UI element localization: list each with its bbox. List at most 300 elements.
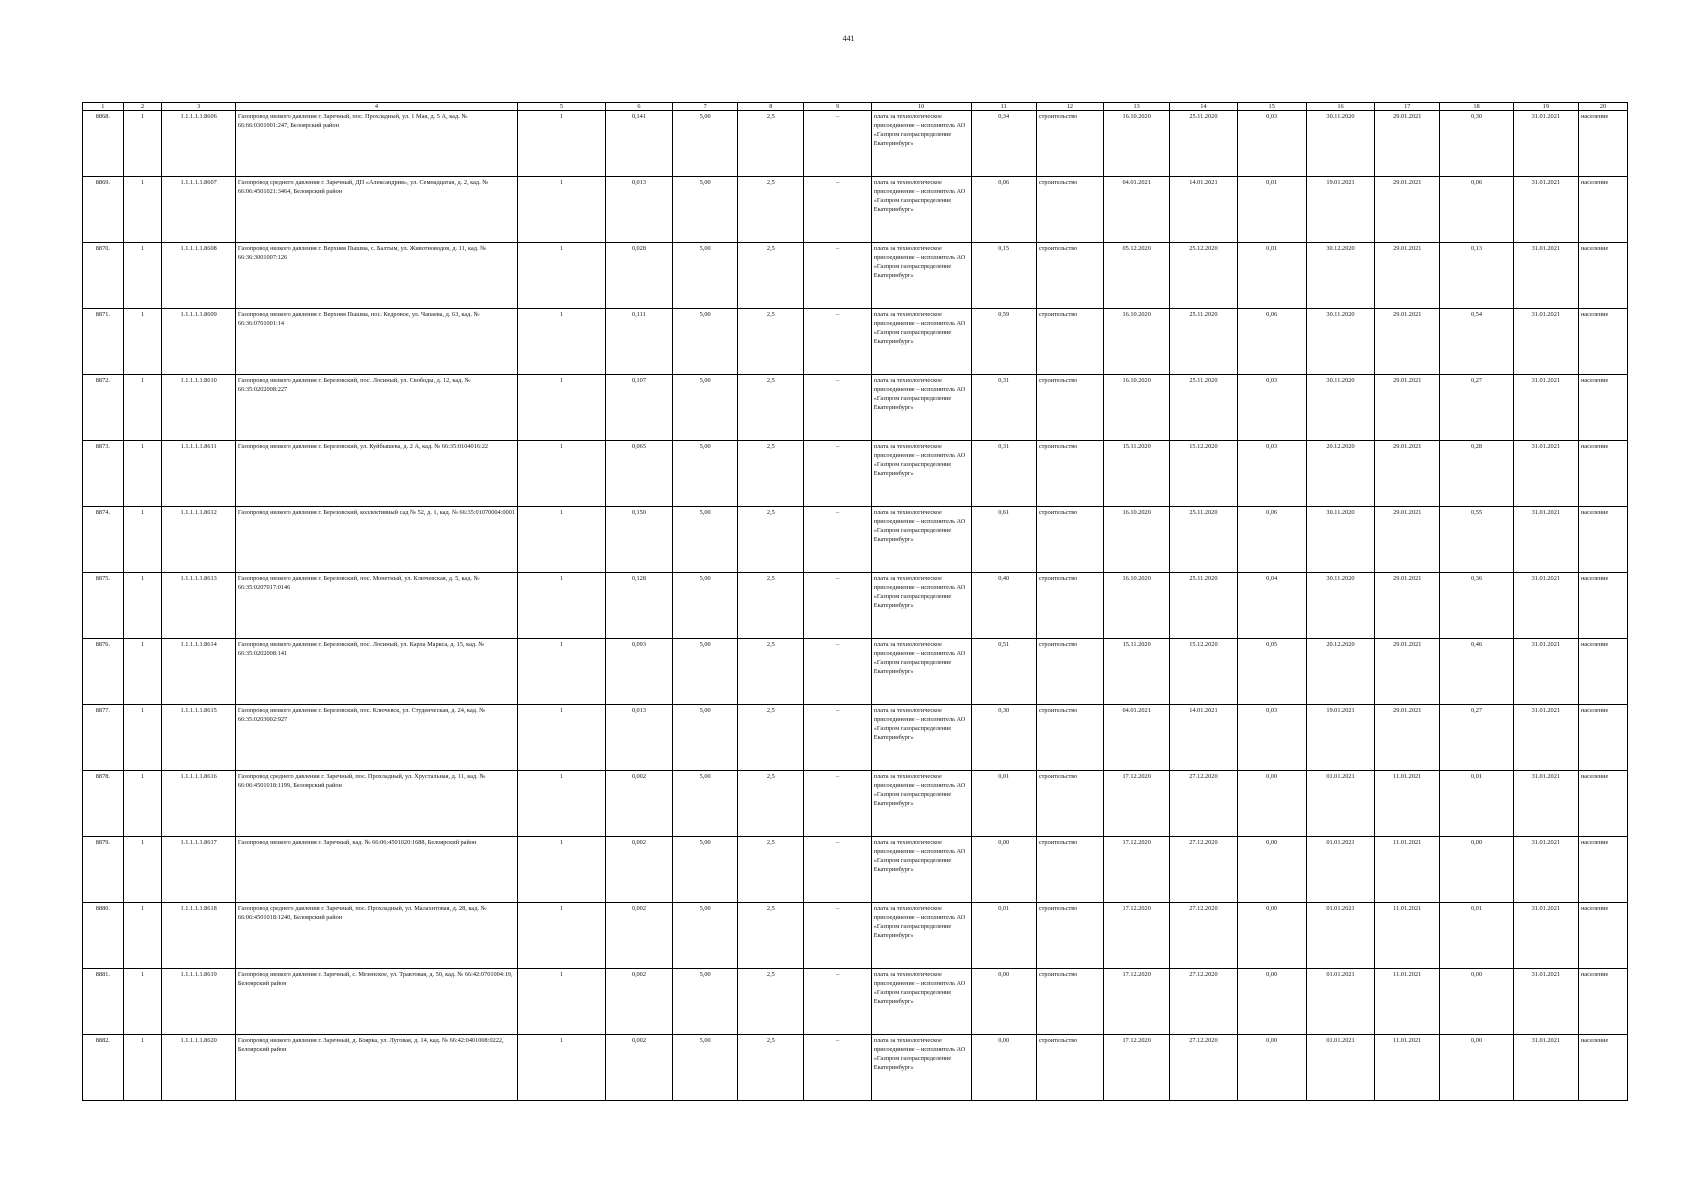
table-cell-col-12: строительство xyxy=(1036,309,1103,375)
table-cell-col-7: 5,00 xyxy=(673,507,738,573)
table-cell-col-13: 17.12.2020 xyxy=(1104,837,1170,903)
table-cell-col-12: строительство xyxy=(1036,441,1103,507)
table-cell-col-18: 0,01 xyxy=(1440,771,1513,837)
table-cell-col-3: 1.1.1.1.1.8618 xyxy=(162,903,235,969)
table-cell-col-12: строительство xyxy=(1036,639,1103,705)
table-cell-col-8: 2,5 xyxy=(738,969,804,1035)
table-cell-col-12: строительство xyxy=(1036,177,1103,243)
table-cell-col-2: 1 xyxy=(123,177,162,243)
table-cell-col-4: Газопровод низкого давления г. Заречный, кад. № 66:06:4501020:1688, Белоярский район xyxy=(235,837,517,903)
table-cell-col-10: плата за технологическое присоединение – исполнитель АО «Газпром газораспределение Екатеринбург» xyxy=(871,309,971,375)
table-cell-col-19: 31.01.2021 xyxy=(1513,1035,1578,1101)
table-cell-col-17: 29.01.2021 xyxy=(1375,639,1440,705)
column-header-9: 9 xyxy=(804,103,871,111)
table-cell-col-2: 1 xyxy=(123,1035,162,1101)
table-cell-col-17: 29.01.2021 xyxy=(1375,243,1440,309)
table-cell-col-8: 2,5 xyxy=(738,111,804,177)
column-header-4: 4 xyxy=(235,103,517,111)
table-cell-col-11: 0,31 xyxy=(971,375,1036,441)
table-cell-col-19: 31.01.2021 xyxy=(1513,507,1578,573)
table-cell-col-1: 8881. xyxy=(83,969,124,1035)
table-cell-col-11: 0,00 xyxy=(971,969,1036,1035)
table-cell-col-15: 0,00 xyxy=(1237,771,1306,837)
table-cell-col-7: 5,00 xyxy=(673,177,738,243)
table-cell-col-1: 8872. xyxy=(83,375,124,441)
table-cell-col-19: 31.01.2021 xyxy=(1513,837,1578,903)
column-header-1: 1 xyxy=(83,103,124,111)
table-cell-col-7: 5,00 xyxy=(673,837,738,903)
table-cell-col-17: 29.01.2021 xyxy=(1375,441,1440,507)
table-cell-col-7: 5,00 xyxy=(673,903,738,969)
table-cell-col-14: 15.12.2020 xyxy=(1170,639,1237,705)
table-cell-col-7: 5,00 xyxy=(673,969,738,1035)
table-cell-col-15: 0,00 xyxy=(1237,903,1306,969)
table-cell-col-14: 27.12.2020 xyxy=(1170,969,1237,1035)
table-cell-col-12: строительство xyxy=(1036,969,1103,1035)
table-cell-col-15: 0,01 xyxy=(1237,177,1306,243)
table-cell-col-1: 8879. xyxy=(83,837,124,903)
table-row xyxy=(83,375,1628,441)
table-cell-col-19: 31.01.2021 xyxy=(1513,771,1578,837)
table-cell-col-3: 1.1.1.1.1.8611 xyxy=(162,441,235,507)
table-cell-col-1: 8880. xyxy=(83,903,124,969)
table-cell-col-5: 1 xyxy=(518,1035,606,1101)
table-cell-col-10: плата за технологическое присоединение – исполнитель АО «Газпром газораспределение Екатеринбург» xyxy=(871,111,971,177)
table-cell-col-9: – xyxy=(804,441,871,507)
table-cell-col-2: 1 xyxy=(123,309,162,375)
table-cell-col-20: население xyxy=(1578,111,1627,177)
table-cell-col-6: 0,002 xyxy=(605,771,672,837)
table-cell-col-19: 31.01.2021 xyxy=(1513,705,1578,771)
table-cell-col-10: плата за технологическое присоединение – исполнитель АО «Газпром газораспределение Екатеринбург» xyxy=(871,177,971,243)
table-cell-col-10: плата за технологическое присоединение – исполнитель АО «Газпром газораспределение Екатеринбург» xyxy=(871,507,971,573)
table-cell-col-15: 0,01 xyxy=(1237,243,1306,309)
table-cell-col-13: 15.11.2020 xyxy=(1104,441,1170,507)
column-header-11: 11 xyxy=(971,103,1036,111)
table-cell-col-7: 5,00 xyxy=(673,243,738,309)
table-cell-col-7: 5,00 xyxy=(673,309,738,375)
table-cell-col-3: 1.1.1.1.1.8614 xyxy=(162,639,235,705)
table-cell-col-3: 1.1.1.1.1.8606 xyxy=(162,111,235,177)
table-cell-col-9: – xyxy=(804,111,871,177)
table-cell-col-13: 16.10.2020 xyxy=(1104,375,1170,441)
table-cell-col-9: – xyxy=(804,1035,871,1101)
table-cell-col-2: 1 xyxy=(123,705,162,771)
table-cell-col-16: 01.01.2021 xyxy=(1306,969,1374,1035)
table-cell-col-9: – xyxy=(804,639,871,705)
table-cell-col-1: 8869. xyxy=(83,177,124,243)
table-cell-col-3: 1.1.1.1.1.8610 xyxy=(162,375,235,441)
table-cell-col-5: 1 xyxy=(518,309,606,375)
table-cell-col-12: строительство xyxy=(1036,903,1103,969)
table-cell-col-2: 1 xyxy=(123,771,162,837)
table-cell-col-18: 0,00 xyxy=(1440,1035,1513,1101)
table-cell-col-18: 0,06 xyxy=(1440,177,1513,243)
table-cell-col-6: 0,150 xyxy=(605,507,672,573)
table-cell-col-4: Газопровод низкого давления г. Верхняя Пышма, с. Балтым, ул. Животноводов, д. 11, кад. № 66:36:3001007:126 xyxy=(235,243,517,309)
column-header-6: 6 xyxy=(605,103,672,111)
column-header-5: 5 xyxy=(518,103,606,111)
table-cell-col-5: 1 xyxy=(518,441,606,507)
table-cell-col-9: – xyxy=(804,177,871,243)
table-cell-col-6: 0,013 xyxy=(605,177,672,243)
column-header-18: 18 xyxy=(1440,103,1513,111)
data-table xyxy=(82,102,1628,1101)
table-cell-col-3: 1.1.1.1.1.8613 xyxy=(162,573,235,639)
table-cell-col-6: 0,065 xyxy=(605,441,672,507)
table-cell-col-13: 16.10.2020 xyxy=(1104,573,1170,639)
column-header-19: 19 xyxy=(1513,103,1578,111)
table-cell-col-10: плата за технологическое присоединение – исполнитель АО «Газпром газораспределение Екатеринбург» xyxy=(871,969,971,1035)
table-cell-col-14: 25.11.2020 xyxy=(1170,309,1237,375)
table-cell-col-11: 0,51 xyxy=(971,639,1036,705)
table-cell-col-8: 2,5 xyxy=(738,177,804,243)
table-cell-col-17: 29.01.2021 xyxy=(1375,375,1440,441)
table-cell-col-5: 1 xyxy=(518,639,606,705)
table-cell-col-2: 1 xyxy=(123,639,162,705)
table-cell-col-19: 31.01.2021 xyxy=(1513,309,1578,375)
table-row xyxy=(83,639,1628,705)
table-cell-col-14: 27.12.2020 xyxy=(1170,837,1237,903)
table-cell-col-20: население xyxy=(1578,243,1627,309)
table-cell-col-5: 1 xyxy=(518,573,606,639)
table-cell-col-20: население xyxy=(1578,837,1627,903)
table-cell-col-1: 8874. xyxy=(83,507,124,573)
table-row xyxy=(83,441,1628,507)
table-cell-col-4: Газопровод низкого давления г. Березовский, коллективный сад № 52, д. 1, кад. № 66:35:01070004:0001 xyxy=(235,507,517,573)
table-cell-col-4: Газопровод низкого давления г. Березовский, пос. Лосиный, ул. Свободы, д. 12, кад. № 66:35:0202008:227 xyxy=(235,375,517,441)
table-cell-col-16: 20.12.2020 xyxy=(1306,441,1374,507)
table-cell-col-9: – xyxy=(804,771,871,837)
table-cell-col-14: 27.12.2020 xyxy=(1170,771,1237,837)
table-cell-col-12: строительство xyxy=(1036,573,1103,639)
table-cell-col-2: 1 xyxy=(123,507,162,573)
table-cell-col-20: население xyxy=(1578,903,1627,969)
table-cell-col-20: население xyxy=(1578,375,1627,441)
table-cell-col-4: Газопровод низкого давления г. Березовский, пос. Монетный, ул. Ключевская, д. 5, кад. № 66:35:0207017:0146 xyxy=(235,573,517,639)
table-cell-col-5: 1 xyxy=(518,375,606,441)
table-cell-col-9: – xyxy=(804,969,871,1035)
table-cell-col-6: 0,128 xyxy=(605,573,672,639)
table-cell-col-5: 1 xyxy=(518,705,606,771)
table-cell-col-8: 2,5 xyxy=(738,375,804,441)
table-cell-col-7: 5,00 xyxy=(673,771,738,837)
table-cell-col-3: 1.1.1.1.1.8615 xyxy=(162,705,235,771)
table-cell-col-11: 0,06 xyxy=(971,177,1036,243)
table-cell-col-5: 1 xyxy=(518,507,606,573)
table-row xyxy=(83,573,1628,639)
table-cell-col-12: строительство xyxy=(1036,375,1103,441)
table-cell-col-1: 8871. xyxy=(83,309,124,375)
table-cell-col-16: 30.11.2020 xyxy=(1306,309,1374,375)
table-cell-col-10: плата за технологическое присоединение – исполнитель АО «Газпром газораспределение Екатеринбург» xyxy=(871,903,971,969)
table-cell-col-6: 0,002 xyxy=(605,837,672,903)
table-cell-col-12: строительство xyxy=(1036,771,1103,837)
table-cell-col-4: Газопровод среднего давления г. Заречный, пос. Прохладный, ул. Малахитовая, д. 28, кад. № 66:06:4501018:1240, Белоярский район xyxy=(235,903,517,969)
table-cell-col-6: 0,111 xyxy=(605,309,672,375)
table-cell-col-8: 2,5 xyxy=(738,639,804,705)
table-cell-col-6: 0,028 xyxy=(605,243,672,309)
table-cell-col-10: плата за технологическое присоединение – исполнитель АО «Газпром газораспределение Екатеринбург» xyxy=(871,573,971,639)
table-cell-col-11: 0,01 xyxy=(971,771,1036,837)
table-cell-col-2: 1 xyxy=(123,969,162,1035)
table-cell-col-20: население xyxy=(1578,1035,1627,1101)
table-cell-col-1: 8876. xyxy=(83,639,124,705)
table-cell-col-3: 1.1.1.1.1.8607 xyxy=(162,177,235,243)
table-row xyxy=(83,1035,1628,1101)
table-cell-col-10: плата за технологическое присоединение – исполнитель АО «Газпром газораспределение Екатеринбург» xyxy=(871,441,971,507)
table-cell-col-18: 0,01 xyxy=(1440,903,1513,969)
column-header-8: 8 xyxy=(738,103,804,111)
table-cell-col-14: 25.11.2020 xyxy=(1170,375,1237,441)
table-cell-col-13: 05.12.2020 xyxy=(1104,243,1170,309)
table-cell-col-14: 14.01.2021 xyxy=(1170,705,1237,771)
table-cell-col-14: 27.12.2020 xyxy=(1170,1035,1237,1101)
table-cell-col-4: Газопровод низкого давления г. Березовский, пос. Ключевск, ул. Студенческая, д. 24, кад. № 66:35:0203002:927 xyxy=(235,705,517,771)
table-cell-col-16: 20.12.2020 xyxy=(1306,639,1374,705)
table-cell-col-2: 1 xyxy=(123,441,162,507)
table-cell-col-3: 1.1.1.1.1.8609 xyxy=(162,309,235,375)
table-cell-col-6: 0,107 xyxy=(605,375,672,441)
table-cell-col-13: 16.10.2020 xyxy=(1104,507,1170,573)
table-cell-col-7: 5,00 xyxy=(673,375,738,441)
table-cell-col-17: 29.01.2021 xyxy=(1375,111,1440,177)
table-cell-col-18: 0,54 xyxy=(1440,309,1513,375)
column-header-7: 7 xyxy=(673,103,738,111)
table-cell-col-3: 1.1.1.1.1.8616 xyxy=(162,771,235,837)
table-cell-col-8: 2,5 xyxy=(738,309,804,375)
table-cell-col-9: – xyxy=(804,903,871,969)
table-cell-col-19: 31.01.2021 xyxy=(1513,573,1578,639)
table-cell-col-12: строительство xyxy=(1036,705,1103,771)
column-header-14: 14 xyxy=(1170,103,1237,111)
table-cell-col-5: 1 xyxy=(518,111,606,177)
table-cell-col-18: 0,55 xyxy=(1440,507,1513,573)
table-cell-col-18: 0,00 xyxy=(1440,837,1513,903)
table-cell-col-20: население xyxy=(1578,969,1627,1035)
table-cell-col-4: Газопровод среднего давления г. Заречный, ДП «Александрия», ул. Семнадцатая, д. 2, кад. № 66:06:4501021:3464, Белоярский район xyxy=(235,177,517,243)
table-cell-col-8: 2,5 xyxy=(738,243,804,309)
table-cell-col-16: 01.01.2021 xyxy=(1306,903,1374,969)
table-cell-col-6: 0,141 xyxy=(605,111,672,177)
table-cell-col-10: плата за технологическое присоединение – исполнитель АО «Газпром газораспределение Екатеринбург» xyxy=(871,705,971,771)
table-cell-col-10: плата за технологическое присоединение – исполнитель АО «Газпром газораспределение Екатеринбург» xyxy=(871,243,971,309)
table-cell-col-15: 0,03 xyxy=(1237,441,1306,507)
table-cell-col-7: 5,00 xyxy=(673,111,738,177)
table-cell-col-5: 1 xyxy=(518,903,606,969)
table-cell-col-9: – xyxy=(804,375,871,441)
column-header-10: 10 xyxy=(871,103,971,111)
column-header-15: 15 xyxy=(1237,103,1306,111)
table-cell-col-16: 30.11.2020 xyxy=(1306,507,1374,573)
table-cell-col-11: 0,00 xyxy=(971,1035,1036,1101)
column-header-2: 2 xyxy=(123,103,162,111)
table-cell-col-17: 11.01.2021 xyxy=(1375,837,1440,903)
table-cell-col-9: – xyxy=(804,837,871,903)
table-cell-col-11: 0,61 xyxy=(971,507,1036,573)
table-cell-col-10: плата за технологическое присоединение – исполнитель АО «Газпром газораспределение Екатеринбург» xyxy=(871,375,971,441)
table-cell-col-5: 1 xyxy=(518,969,606,1035)
column-header-20: 20 xyxy=(1578,103,1627,111)
table-cell-col-17: 11.01.2021 xyxy=(1375,969,1440,1035)
table-cell-col-3: 1.1.1.1.1.8620 xyxy=(162,1035,235,1101)
table-cell-col-14: 25.11.2020 xyxy=(1170,573,1237,639)
table-row xyxy=(83,243,1628,309)
table-cell-col-2: 1 xyxy=(123,903,162,969)
table-cell-col-1: 8882. xyxy=(83,1035,124,1101)
table-cell-col-1: 8868. xyxy=(83,111,124,177)
table-row xyxy=(83,705,1628,771)
table-cell-col-4: Газопровод низкого давления г. Заречный, с. Мезенское, ул. Трактовая, д. 50, кад. № 66:42:0701004:19, Белоярский район xyxy=(235,969,517,1035)
table-cell-col-15: 0,06 xyxy=(1237,309,1306,375)
table-row xyxy=(83,771,1628,837)
table-cell-col-17: 29.01.2021 xyxy=(1375,507,1440,573)
table-cell-col-20: население xyxy=(1578,705,1627,771)
table-cell-col-13: 17.12.2020 xyxy=(1104,771,1170,837)
table-cell-col-4: Газопровод низкого давления г. Верхняя Пышма, пос. Кедровое, ул. Чапаева, д. 63, кад. № 66:36:0701001:14 xyxy=(235,309,517,375)
table-cell-col-2: 1 xyxy=(123,837,162,903)
table-cell-col-3: 1.1.1.1.1.8619 xyxy=(162,969,235,1035)
table-cell-col-6: 0,013 xyxy=(605,705,672,771)
table-cell-col-15: 0,00 xyxy=(1237,1035,1306,1101)
table-cell-col-11: 0,34 xyxy=(971,111,1036,177)
table-cell-col-2: 1 xyxy=(123,243,162,309)
table-cell-col-15: 0,03 xyxy=(1237,111,1306,177)
table-cell-col-18: 0,30 xyxy=(1440,111,1513,177)
table-cell-col-8: 2,5 xyxy=(738,573,804,639)
table-cell-col-5: 1 xyxy=(518,177,606,243)
table-cell-col-8: 2,5 xyxy=(738,903,804,969)
table-cell-col-4: Газопровод низкого давления г. Заречный, пос. Прохладный, ул. 1 Мая, д. 5 А, кад. № 66:66:0301001:247, Белоярский район xyxy=(235,111,517,177)
table-cell-col-16: 01.01.2021 xyxy=(1306,837,1374,903)
table-cell-col-17: 29.01.2021 xyxy=(1375,573,1440,639)
table-cell-col-9: – xyxy=(804,705,871,771)
table-cell-col-8: 2,5 xyxy=(738,837,804,903)
table-cell-col-11: 0,31 xyxy=(971,441,1036,507)
table-cell-col-18: 0,27 xyxy=(1440,705,1513,771)
table-cell-col-16: 30.11.2020 xyxy=(1306,111,1374,177)
table-cell-col-15: 0,06 xyxy=(1237,507,1306,573)
table-cell-col-3: 1.1.1.1.1.8608 xyxy=(162,243,235,309)
table-cell-col-9: – xyxy=(804,309,871,375)
table-cell-col-12: строительство xyxy=(1036,1035,1103,1101)
table-cell-col-19: 31.01.2021 xyxy=(1513,111,1578,177)
table-cell-col-14: 14.01.2021 xyxy=(1170,177,1237,243)
table-cell-col-5: 1 xyxy=(518,771,606,837)
table-cell-col-6: 0,002 xyxy=(605,969,672,1035)
table-cell-col-7: 5,00 xyxy=(673,705,738,771)
table-cell-col-3: 1.1.1.1.1.8612 xyxy=(162,507,235,573)
table-body xyxy=(83,111,1628,1101)
table-cell-col-20: население xyxy=(1578,507,1627,573)
table-cell-col-20: население xyxy=(1578,639,1627,705)
table-cell-col-5: 1 xyxy=(518,837,606,903)
table-cell-col-19: 31.01.2021 xyxy=(1513,243,1578,309)
table-cell-col-11: 0,15 xyxy=(971,243,1036,309)
table-cell-col-12: строительство xyxy=(1036,837,1103,903)
table-header-row xyxy=(83,103,1628,111)
table-row xyxy=(83,111,1628,177)
page-number: 441 xyxy=(842,34,855,43)
table-cell-col-14: 25.11.2020 xyxy=(1170,111,1237,177)
table-cell-col-9: – xyxy=(804,573,871,639)
table-cell-col-12: строительство xyxy=(1036,243,1103,309)
table-cell-col-17: 29.01.2021 xyxy=(1375,309,1440,375)
table-cell-col-11: 0,01 xyxy=(971,903,1036,969)
table-cell-col-16: 01.01.2021 xyxy=(1306,1035,1374,1101)
table-cell-col-13: 16.10.2020 xyxy=(1104,111,1170,177)
table-cell-col-17: 11.01.2021 xyxy=(1375,1035,1440,1101)
table-cell-col-15: 0,05 xyxy=(1237,639,1306,705)
table-cell-col-13: 16.10.2020 xyxy=(1104,309,1170,375)
table-cell-col-8: 2,5 xyxy=(738,771,804,837)
table-cell-col-16: 01.01.2021 xyxy=(1306,771,1374,837)
table-cell-col-13: 04.01.2021 xyxy=(1104,177,1170,243)
table-cell-col-15: 0,03 xyxy=(1237,375,1306,441)
table-cell-col-2: 1 xyxy=(123,573,162,639)
table-cell-col-10: плата за технологическое присоединение – исполнитель АО «Газпром газораспределение Екатеринбург» xyxy=(871,771,971,837)
table-cell-col-13: 17.12.2020 xyxy=(1104,1035,1170,1101)
table-cell-col-18: 0,13 xyxy=(1440,243,1513,309)
table-cell-col-16: 19.01.2021 xyxy=(1306,705,1374,771)
table-cell-col-6: 0,002 xyxy=(605,903,672,969)
table-cell-col-14: 15.12.2020 xyxy=(1170,441,1237,507)
table-cell-col-16: 30.12.2020 xyxy=(1306,243,1374,309)
table-cell-col-15: 0,03 xyxy=(1237,705,1306,771)
table-cell-col-11: 0,30 xyxy=(971,705,1036,771)
table-cell-col-14: 27.12.2020 xyxy=(1170,903,1237,969)
table-cell-col-19: 31.01.2021 xyxy=(1513,441,1578,507)
table-cell-col-20: население xyxy=(1578,771,1627,837)
table-cell-col-4: Газопровод низкого давления г. Березовский, пос. Лосиный, ул. Карла Маркса, д. 15, кад. № 66:35:0202008:141 xyxy=(235,639,517,705)
table-cell-col-7: 5,00 xyxy=(673,1035,738,1101)
table-cell-col-7: 5,00 xyxy=(673,441,738,507)
table-cell-col-6: 0,093 xyxy=(605,639,672,705)
table-cell-col-8: 2,5 xyxy=(738,441,804,507)
column-header-16: 16 xyxy=(1306,103,1374,111)
table-cell-col-12: строительство xyxy=(1036,507,1103,573)
table-cell-col-17: 29.01.2021 xyxy=(1375,177,1440,243)
table-cell-col-8: 2,5 xyxy=(738,705,804,771)
table-cell-col-12: строительство xyxy=(1036,111,1103,177)
table-row xyxy=(83,837,1628,903)
column-header-17: 17 xyxy=(1375,103,1440,111)
table-cell-col-19: 31.01.2021 xyxy=(1513,639,1578,705)
table-cell-col-1: 8873. xyxy=(83,441,124,507)
table-cell-col-19: 31.01.2021 xyxy=(1513,375,1578,441)
table-cell-col-19: 31.01.2021 xyxy=(1513,177,1578,243)
table-row xyxy=(83,969,1628,1035)
table-row xyxy=(83,507,1628,573)
table-cell-col-14: 25.11.2020 xyxy=(1170,507,1237,573)
table-cell-col-9: – xyxy=(804,243,871,309)
table-cell-col-20: население xyxy=(1578,177,1627,243)
table-cell-col-2: 1 xyxy=(123,375,162,441)
table-cell-col-1: 8870. xyxy=(83,243,124,309)
table-cell-col-5: 1 xyxy=(518,243,606,309)
table-cell-col-6: 0,002 xyxy=(605,1035,672,1101)
table-cell-col-15: 0,04 xyxy=(1237,573,1306,639)
table-cell-col-18: 0,27 xyxy=(1440,375,1513,441)
table-cell-col-13: 04.01.2021 xyxy=(1104,705,1170,771)
table-cell-col-18: 0,36 xyxy=(1440,573,1513,639)
table-cell-col-11: 0,40 xyxy=(971,573,1036,639)
column-header-12: 12 xyxy=(1036,103,1103,111)
table-cell-col-13: 15.11.2020 xyxy=(1104,639,1170,705)
table-cell-col-17: 29.01.2021 xyxy=(1375,705,1440,771)
table-cell-col-17: 11.01.2021 xyxy=(1375,903,1440,969)
table-cell-col-19: 31.01.2021 xyxy=(1513,969,1578,1035)
